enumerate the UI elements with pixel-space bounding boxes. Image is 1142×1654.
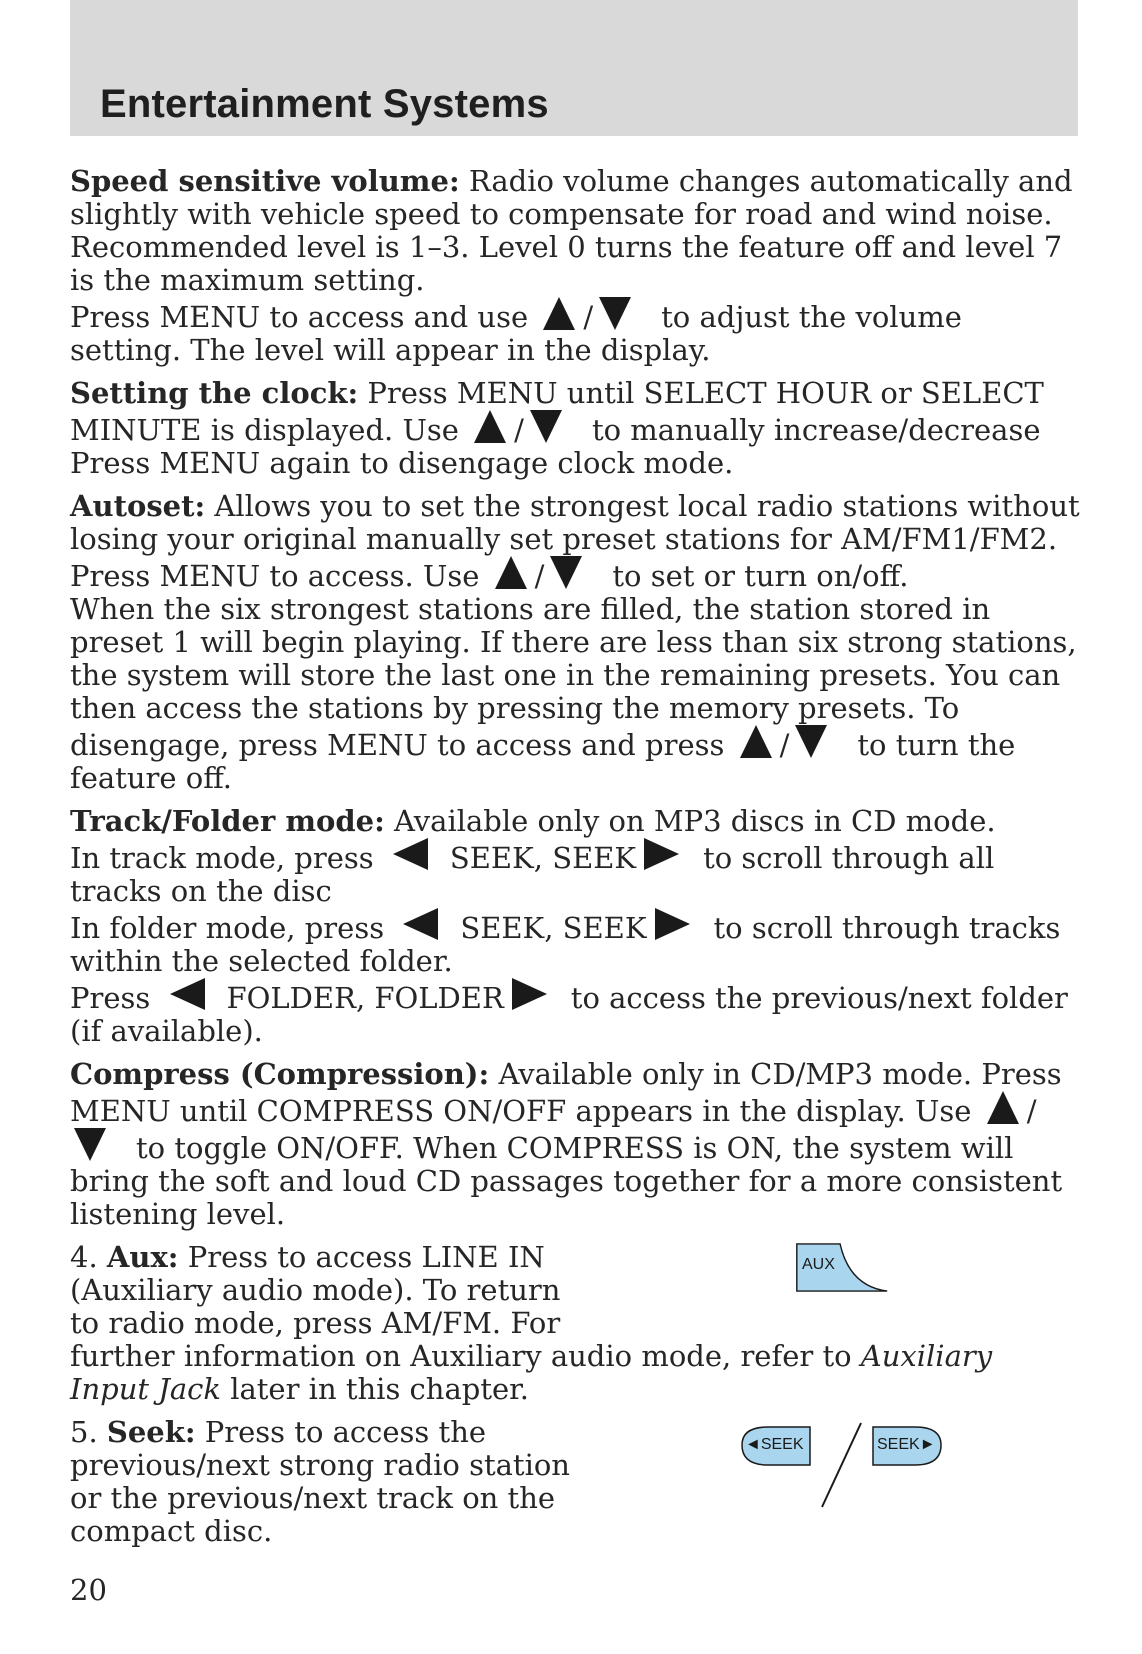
folder-press-text: Press bbox=[70, 981, 160, 1015]
aux-paragraph bbox=[70, 1241, 570, 1340]
aux-reference-link: Auxiliary Input Jack bbox=[70, 1339, 993, 1406]
aux-reference-paragraph bbox=[70, 1340, 1080, 1406]
section-title: Entertainment Systems bbox=[100, 82, 549, 126]
up-arrow-icon bbox=[740, 725, 772, 758]
folder-mode-paragraph bbox=[70, 908, 1080, 978]
seek-buttons-illustration bbox=[740, 1420, 945, 1510]
autoset-text: Allows you to set the strongest local radio stations without losing your original manually set preset stations for AM/FM1/FM2. Press MENU to access. Use bbox=[70, 489, 1080, 593]
down-arrow-icon bbox=[550, 556, 582, 589]
slash-separator: / bbox=[1026, 1094, 1037, 1128]
seek-heading: Seek: bbox=[106, 1415, 196, 1449]
track-mode-text: In track mode, press bbox=[70, 841, 383, 875]
speed-volume-adjust-text: to adjust the volume setting. The level will appear in the display. bbox=[70, 300, 962, 367]
up-arrow-icon bbox=[543, 297, 575, 330]
track-mode-paragraph bbox=[70, 838, 1080, 908]
slash-separator: / bbox=[534, 559, 545, 593]
left-arrow-icon bbox=[393, 838, 428, 870]
up-arrow-icon bbox=[495, 556, 527, 589]
autoset-details-text: When the six strongest stations are filled, the station stored in preset 1 will begin playing. If there are less than six strong stations, the system will store the last one in the remaining presets. You can then access the stations by pressing the memory presets. To disengage, press MENU to access and press bbox=[70, 592, 1077, 762]
autoset-details-end: to turn the feature off. bbox=[70, 728, 1016, 795]
aux-button-label: AUX bbox=[802, 1256, 835, 1273]
up-arrow-icon bbox=[987, 1091, 1019, 1124]
clock-paragraph bbox=[70, 377, 1080, 480]
track-folder-text: Available only on MP3 discs in CD mode. bbox=[384, 804, 996, 838]
compress-paragraph bbox=[70, 1058, 1080, 1231]
right-arrow-icon bbox=[512, 978, 547, 1010]
folder-mode-text-end: to scroll through tracks within the selected folder. bbox=[70, 911, 1061, 978]
compress-text: Available only in CD/MP3 mode. Press MENU until COMPRESS ON/OFF appears in the display. Use bbox=[70, 1057, 1062, 1128]
autoset-heading: Autoset: bbox=[70, 489, 206, 523]
aux-reference-text: further information on Auxiliary audio mode, refer to bbox=[70, 1339, 861, 1373]
page-number: 20 bbox=[70, 1573, 107, 1607]
folder-mode-text: In folder mode, press bbox=[70, 911, 394, 945]
aux-section bbox=[70, 1241, 1080, 1406]
seek-paragraph bbox=[70, 1416, 590, 1548]
right-arrow-icon bbox=[655, 908, 690, 940]
autoset-details-paragraph bbox=[70, 593, 1080, 795]
up-arrow-icon bbox=[474, 410, 506, 443]
seek-text: Press to access the previous/next strong radio station or the previous/next track on the compact disc. bbox=[70, 1415, 570, 1548]
aux-text: Press to access LINE IN (Auxiliary audio mode). To return to radio mode, press AM/FM. For bbox=[70, 1240, 561, 1340]
aux-reference-end: later in this chapter. bbox=[220, 1372, 530, 1406]
slash-separator: / bbox=[514, 413, 524, 447]
aux-number: 4. bbox=[70, 1240, 107, 1274]
folder-press-paragraph bbox=[70, 978, 1080, 1048]
folder-folder-text: FOLDER, FOLDER bbox=[226, 981, 504, 1015]
speed-volume-instructions bbox=[70, 297, 1080, 367]
left-arrow-icon bbox=[170, 978, 205, 1010]
track-folder-paragraph bbox=[70, 805, 1080, 838]
down-arrow-icon bbox=[74, 1128, 106, 1161]
seek-right-label: SEEK► bbox=[877, 1436, 936, 1453]
page-header bbox=[70, 0, 1078, 136]
seek-seek-text: SEEK, SEEK bbox=[449, 841, 637, 875]
clock-heading: Setting the clock: bbox=[70, 376, 359, 410]
clock-text: Press MENU until SELECT HOUR or SELECT MINUTE is displayed. Use bbox=[70, 376, 1044, 447]
aux-heading: Aux: bbox=[106, 1240, 179, 1274]
left-arrow-icon bbox=[403, 908, 438, 940]
autoset-text-end: to set or turn on/off. bbox=[612, 559, 909, 593]
seek-number: 5. bbox=[70, 1415, 107, 1449]
track-folder-heading: Track/Folder mode: bbox=[70, 804, 385, 838]
seek-divider-slash bbox=[822, 1423, 861, 1507]
compress-text-end: to toggle ON/OFF. When COMPRESS is ON, the system will bring the soft and loud CD passages together for a more consistent listening level. bbox=[70, 1131, 1063, 1231]
compress-heading: Compress (Compression): bbox=[70, 1057, 490, 1091]
speed-volume-heading: Speed sensitive volume: bbox=[70, 164, 460, 198]
slash-separator: / bbox=[583, 300, 594, 334]
page-content bbox=[70, 165, 1080, 1554]
folder-press-text-end: to access the previous/next folder (if available). bbox=[70, 981, 1068, 1048]
seek-left-label: ◄SEEK bbox=[745, 1436, 804, 1453]
track-mode-text-end: to scroll through all tracks on the disc bbox=[70, 841, 995, 908]
aux-button-illustration bbox=[795, 1243, 891, 1295]
seek-buttons-shape bbox=[740, 1420, 945, 1510]
down-arrow-icon bbox=[599, 297, 631, 330]
speed-volume-press-text: Press MENU to access and use bbox=[70, 300, 538, 334]
right-arrow-icon bbox=[644, 838, 679, 870]
seek-seek-text: SEEK, SEEK bbox=[460, 911, 647, 945]
slash-separator: / bbox=[779, 728, 790, 762]
autoset-paragraph bbox=[70, 490, 1080, 593]
speed-volume-text: Radio volume changes automatically and slightly with vehicle speed to compensate for road and wind noise. Recommended level is 1–3. Level 0 turns the feature off and level 7 is the maximum setting. bbox=[70, 164, 1073, 297]
speed-volume-paragraph bbox=[70, 165, 1080, 297]
clock-text-end: to manually increase/decrease Press MENU again to disengage clock mode. bbox=[70, 413, 1041, 480]
down-arrow-icon bbox=[530, 410, 562, 443]
down-arrow-icon bbox=[795, 725, 827, 758]
